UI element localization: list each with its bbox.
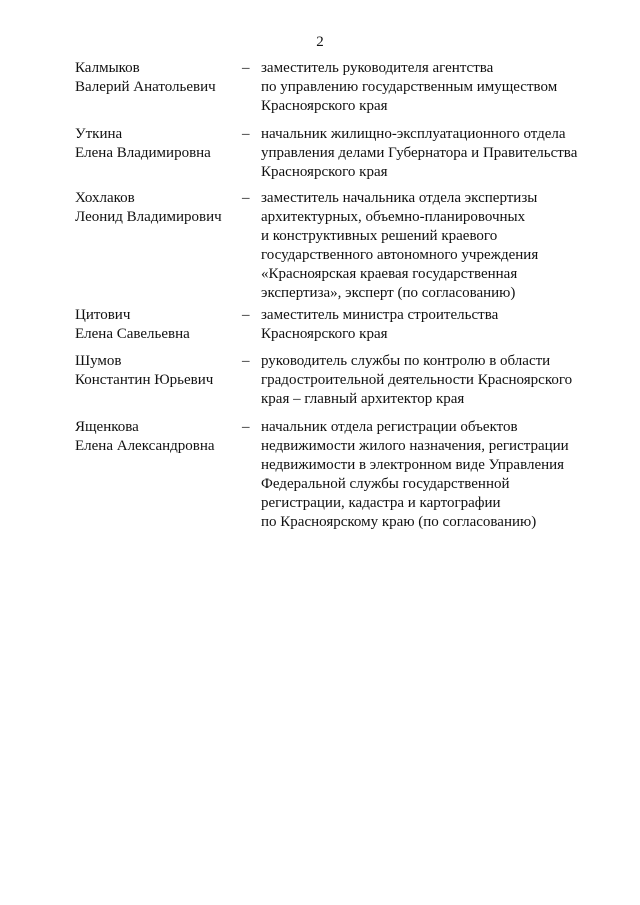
member-surname: Цитович — [75, 307, 131, 323]
member-surname: Калмыков — [75, 60, 140, 76]
member-position — [261, 352, 606, 409]
position-line: Красноярского края — [261, 98, 388, 114]
position-line: заместитель министра строительства — [261, 307, 499, 323]
member-given-names: Елена Александровна — [75, 438, 215, 454]
position-line: градостроительной деятельности Красноярского — [261, 372, 573, 388]
position-line: заместитель руководителя агентства — [261, 60, 494, 76]
position-line: государственного автономного учреждения — [261, 247, 539, 263]
dash-separator: – — [242, 419, 250, 435]
dash-separator: – — [242, 307, 250, 323]
member-name — [75, 125, 245, 163]
member-given-names: Леонид Владимирович — [75, 209, 222, 225]
position-line: «Красноярская краевая государственная — [261, 266, 518, 282]
position-line: заместитель начальника отдела экспертизы — [261, 190, 538, 206]
position-line: экспертиза», эксперт (по согласованию) — [261, 285, 516, 301]
member-position — [261, 59, 606, 116]
member-position — [261, 306, 606, 344]
member-given-names: Елена Владимировна — [75, 145, 211, 161]
member-given-names: Валерий Анатольевич — [75, 79, 216, 95]
member-surname: Хохлаков — [75, 190, 135, 206]
position-line: регистрации, кадастра и картографии — [261, 495, 501, 511]
member-position — [261, 125, 606, 182]
member-name — [75, 189, 245, 227]
position-line: начальник жилищно-эксплуатационного отдела — [261, 126, 566, 142]
member-position — [261, 418, 606, 532]
position-line: архитектурных, объемно-планировочных — [261, 209, 526, 225]
member-name — [75, 59, 245, 97]
member-given-names: Константин Юрьевич — [75, 372, 214, 388]
position-line: недвижимости в электронном виде Управления — [261, 457, 565, 473]
dash-separator: – — [242, 60, 250, 76]
member-name — [75, 352, 245, 390]
member-surname: Шумов — [75, 353, 122, 369]
member-name — [75, 418, 245, 456]
position-line: Красноярского края — [261, 164, 388, 180]
page-number: 2 — [316, 34, 324, 50]
member-surname: Ященкова — [75, 419, 139, 435]
member-position — [261, 189, 606, 303]
position-line: и конструктивных решений краевого — [261, 228, 498, 244]
position-line: по Красноярскому краю (по согласованию) — [261, 514, 537, 530]
dash-separator: – — [242, 353, 250, 369]
position-line: Федеральной службы государственной — [261, 476, 510, 492]
position-line: управления делами Губернатора и Правительства — [261, 145, 578, 161]
position-line: по управлению государственным имуществом — [261, 79, 558, 95]
member-name — [75, 306, 245, 344]
position-line: недвижимости жилого назначения, регистрации — [261, 438, 569, 454]
dash-separator: – — [242, 190, 250, 206]
position-line: края – главный архитектор края — [261, 391, 465, 407]
member-given-names: Елена Савельевна — [75, 326, 190, 342]
position-line: Красноярского края — [261, 326, 388, 342]
position-line: руководитель службы по контролю в области — [261, 353, 551, 369]
position-line: начальник отдела регистрации объектов — [261, 419, 518, 435]
member-surname: Уткина — [75, 126, 123, 142]
dash-separator: – — [242, 126, 250, 142]
